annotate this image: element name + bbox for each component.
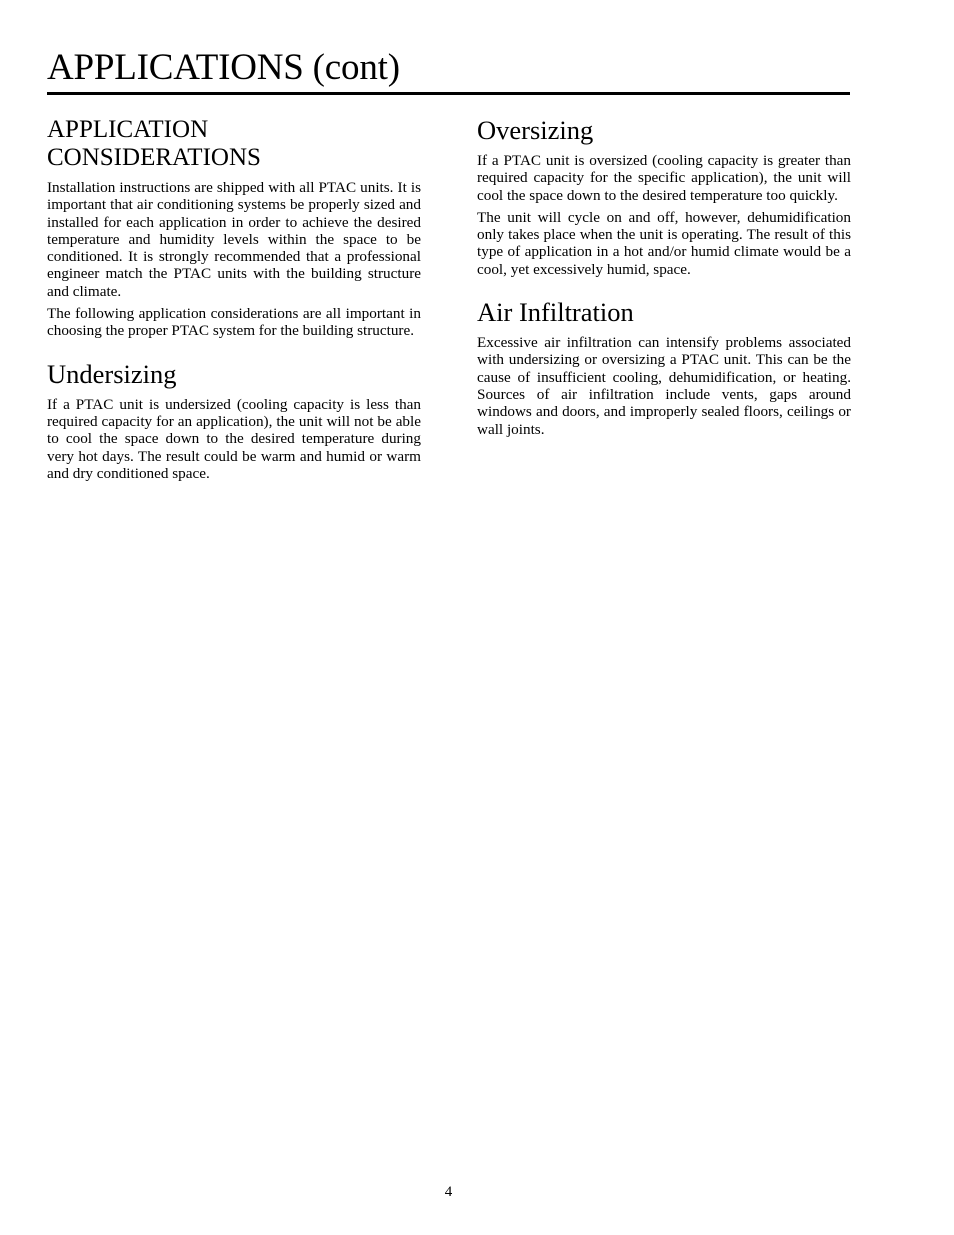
air-infiltration-paragraph-1: Excessive air infiltration can intensify problems associated with undersizing or oversizing a PTAC unit. This can be the cause of insufficient cooling, dehumidification, or heating. Sources of air infiltration include vents, gaps around windows and doors, and improperly sealed floors, ceilings or wall joints. bbox=[477, 334, 851, 438]
oversizing-heading: Oversizing bbox=[477, 115, 594, 145]
application-considerations-section bbox=[47, 116, 421, 340]
page-title: APPLICATIONS (cont) bbox=[47, 47, 400, 88]
left-column bbox=[47, 116, 421, 487]
undersizing-paragraph-1: If a PTAC unit is undersized (cooling capacity is less than required capacity for an application), the unit will not be able to cool the space down to the desired temperature during very hot days. The result could be warm and humid or warm and dry conditioned space. bbox=[47, 395, 421, 482]
application-considerations-paragraph-2: The following application considerations are all important in choosing the proper PTAC system for the building structure. bbox=[47, 305, 421, 340]
application-considerations-paragraph-1: Installation instructions are shipped with all PTAC units. It is important that air conditioning systems be properly sized and installed for each application in order to achieve the desired temperature and humidity levels within the space to be conditioned. It is strongly recommended that a professional engineer match the PTAC units with the building structure and climate. bbox=[47, 179, 421, 300]
right-column bbox=[477, 116, 851, 443]
title-rule bbox=[47, 92, 850, 95]
undersizing-section bbox=[47, 360, 421, 482]
oversizing-section bbox=[477, 116, 851, 278]
undersizing-heading: Undersizing bbox=[47, 358, 177, 389]
air-infiltration-section bbox=[477, 298, 851, 438]
oversizing-paragraph-1: If a PTAC unit is oversized (cooling capacity is greater than required capacity for the specific application), the unit will cool the space down to the desired temperature too quickly. bbox=[477, 152, 851, 204]
air-infiltration-heading: Air Infiltration bbox=[477, 297, 634, 328]
oversizing-paragraph-2: The unit will cycle on and off, however, dehumidification only takes place when the unit is operating. The result of this type of application in a hot and/or humid climate would be a cool, yet excessively humid, space. bbox=[477, 208, 851, 278]
application-considerations-heading: APPLICATION CONSIDERATIONS bbox=[47, 116, 261, 171]
page-number: 4 bbox=[444, 1184, 453, 1200]
